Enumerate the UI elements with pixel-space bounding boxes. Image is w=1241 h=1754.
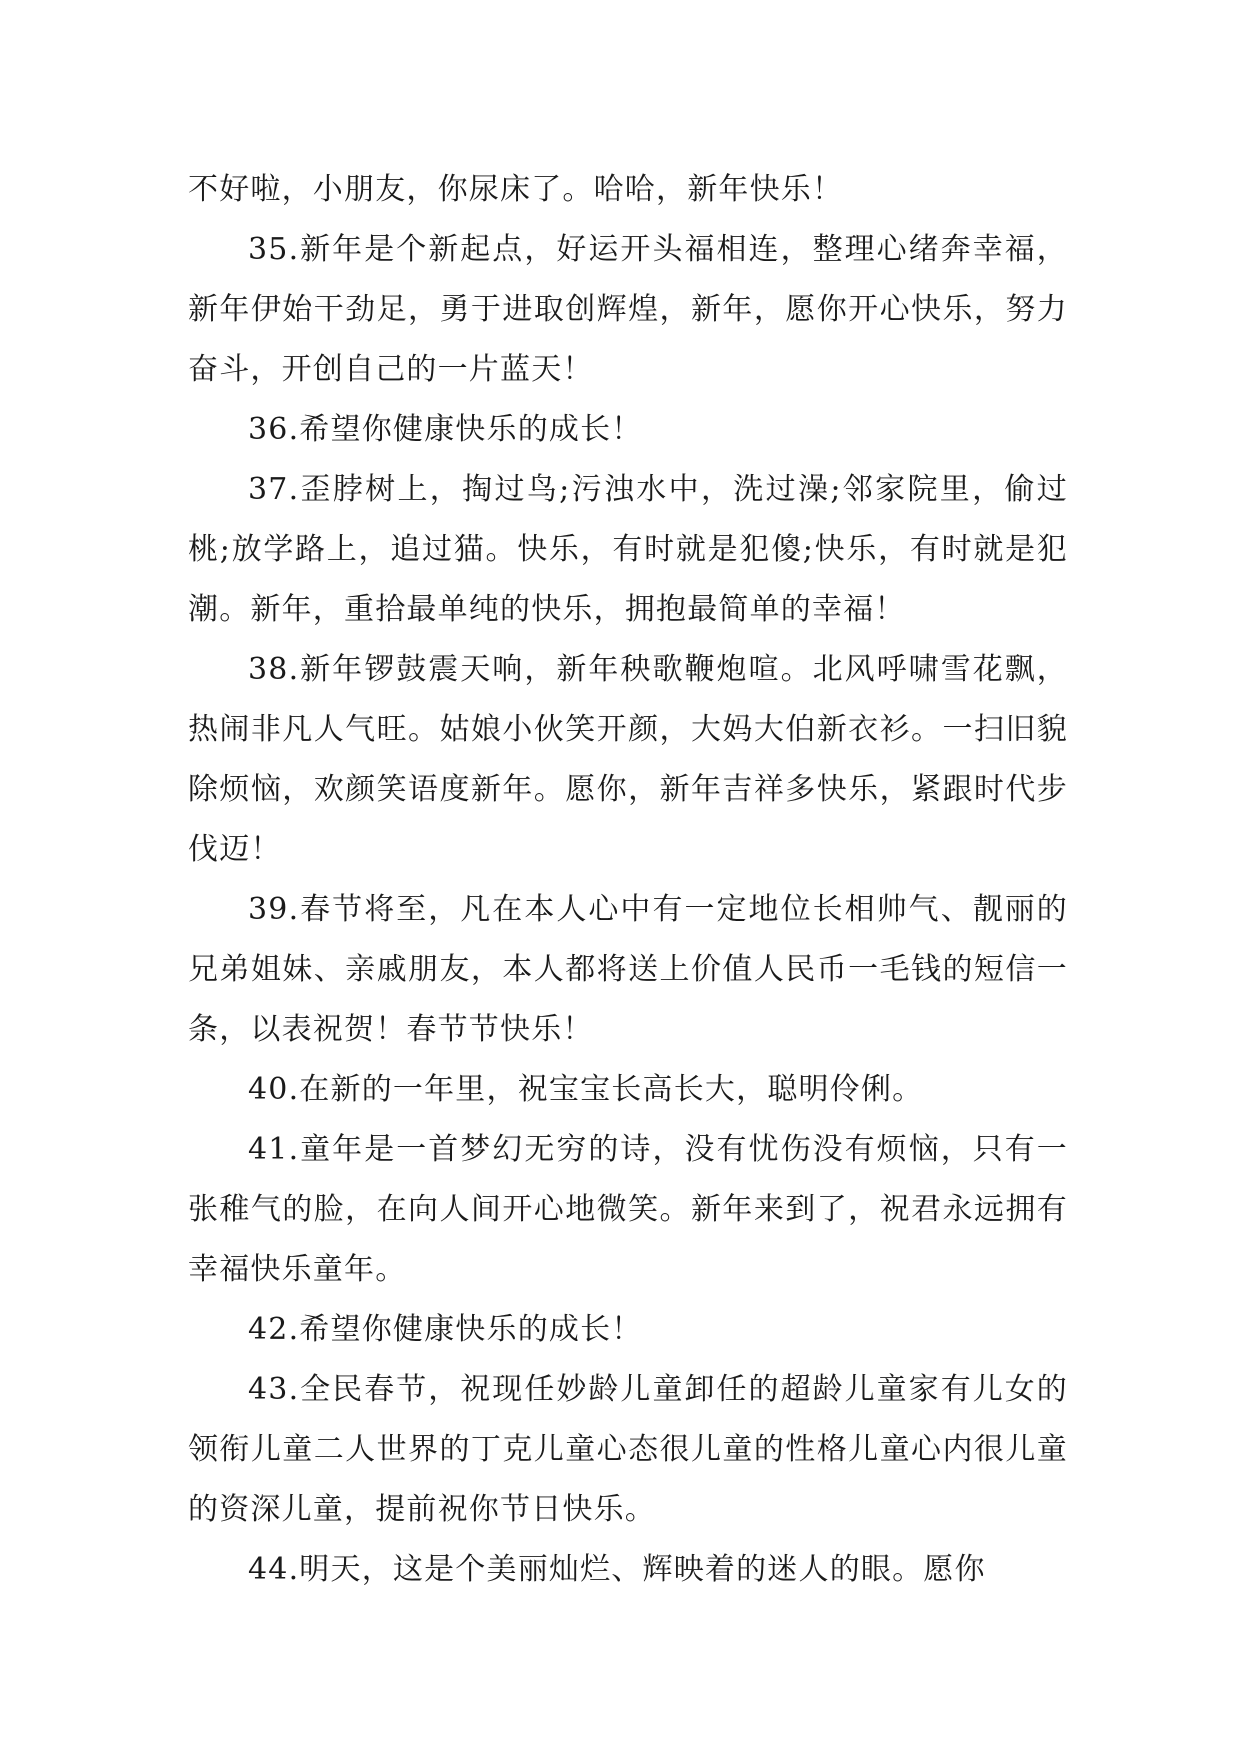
paragraph: 42.希望你健康快乐的成长！	[248, 1312, 643, 1347]
paragraph: 36.希望你健康快乐的成长！	[248, 412, 643, 447]
paragraph: 41.童年是一首梦幻无穷的诗，没有忧伤没有烦恼，只有一张稚气的脸，在向人间开心地微笑。新年来到了，祝君永远拥有幸福快乐童年。	[188, 1132, 1068, 1287]
paragraph: 39.春节将至，凡在本人心中有一定地位长相帅气、靓丽的兄弟姐妹、亲戚朋友，本人都将送上价值人民币一毛钱的短信一条，以表祝贺！春节节快乐！	[188, 892, 1068, 1047]
paragraph: 38.新年锣鼓震天响，新年秧歌鞭炮喧。北风呼啸雪花飘，热闹非凡人气旺。姑娘小伙笑开颜，大妈大伯新衣衫。一扫旧貌除烦恼，欢颜笑语度新年。愿你，新年吉祥多快乐，紧跟时代步伐迈！	[188, 652, 1068, 867]
paragraph: 不好啦，小朋友，你尿床了。哈哈，新年快乐！	[188, 172, 844, 207]
document-body	[188, 160, 1068, 1600]
paragraph: 35.新年是个新起点，好运开头福相连，整理心绪奔幸福，新年伊始干劲足，勇于进取创辉煌，新年，愿你开心快乐，努力奋斗，开创自己的一片蓝天！	[188, 232, 1068, 387]
paragraph: 37.歪脖树上，掏过鸟;污浊水中，洗过澡;邻家院里，偷过桃;放学路上，追过猫。快乐，有时就是犯傻;快乐，有时就是犯潮。新年，重拾最单纯的快乐，拥抱最简单的幸福！	[188, 472, 1068, 627]
paragraph: 43.全民春节，祝现任妙龄儿童卸任的超龄儿童家有儿女的领衔儿童二人世界的丁克儿童心态很儿童的性格儿童心内很儿童的资深儿童，提前祝你节日快乐。	[188, 1372, 1068, 1527]
paragraph: 40.在新的一年里，祝宝宝长高长大，聪明伶俐。	[248, 1072, 924, 1107]
paragraph: 44.明天，这是个美丽灿烂、辉映着的迷人的眼。愿你	[248, 1552, 986, 1587]
